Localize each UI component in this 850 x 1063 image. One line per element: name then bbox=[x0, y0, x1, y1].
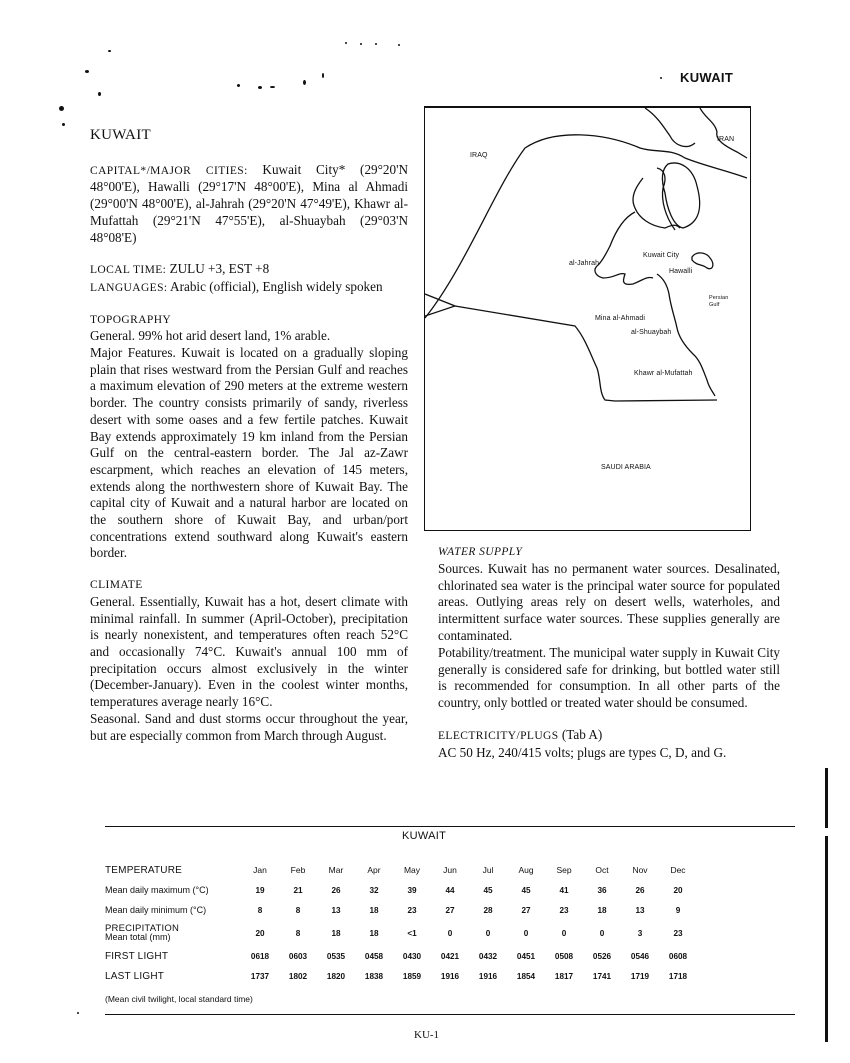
table-bottom-rule bbox=[105, 1014, 795, 1015]
map-label-hawalli: Hawalli bbox=[669, 268, 693, 275]
cell: 0618 bbox=[250, 951, 270, 961]
map-label-khawr-al-mufattah: Khawr al-Mufattah bbox=[634, 370, 693, 377]
cell: 0608 bbox=[668, 951, 688, 961]
electricity-heading-line bbox=[438, 727, 780, 745]
precipitation-sublabel: Mean total (mm) bbox=[105, 932, 171, 942]
climate-data-table bbox=[105, 860, 697, 986]
month-header: Jun bbox=[443, 865, 457, 875]
table-row-last-light bbox=[105, 966, 697, 986]
cell: 18 bbox=[369, 905, 379, 915]
precipitation-label bbox=[105, 920, 241, 946]
map-label-mina-al-ahmadi: Mina al-Ahmadi bbox=[595, 315, 646, 322]
capital-text: Kuwait City* (29°20'N 48°00'E), Hawalli (29°17'N 48°00'E), Mina al Ahmadi (29°00'N 48°00'E), al-Jahrah (29°20'N 47°49'E), Khawr al-Mufattah (29°21'N 47°55'E), al-Shuaybah (29°03'N 48°08'E) bbox=[90, 161, 408, 245]
map-label-al-shuaybah: al-Shuaybah bbox=[631, 329, 672, 336]
cell: 0421 bbox=[440, 951, 460, 961]
topography-major-features: Major Features. Kuwait is located on a gradually sloping plain that rises westward from the Persian Gulf and reaches a maximum elevation of 290 meters at the extreme western border. The country consists primarily of sandy, riverless desert with some oases and a few fertile patches. Kuwait Bay extends approximately 19 km inland from the Persian Gulf on the central-eastern border. The Jal az-Zawr escarpment, which reaches an elevation of 145 meters, extends along the northwestern shore of Kuwait Bay. The capital city of Kuwait and a natural harbor are located on the southern shore of Kuwait Bay, and urban/port concentrations extend southward along Kuwait's eastern border. bbox=[90, 345, 408, 561]
electricity-text: AC 50 Hz, 240/415 volts; plugs are types C, D, and G. bbox=[438, 744, 727, 760]
cell: 19 bbox=[255, 885, 265, 895]
cell: 20 bbox=[255, 928, 265, 938]
row-label: Mean daily maximum (°C) bbox=[105, 885, 209, 895]
precipitation-heading: PRECIPITATION bbox=[105, 923, 180, 934]
cell: 36 bbox=[597, 885, 607, 895]
right-margin-bar-lower bbox=[825, 836, 828, 1042]
cell: 28 bbox=[483, 905, 493, 915]
cell: 0535 bbox=[326, 951, 346, 961]
local-time-label: LOCAL TIME: bbox=[90, 264, 167, 277]
cell: 13 bbox=[331, 905, 341, 915]
row-label: FIRST LIGHT bbox=[105, 950, 169, 962]
month-header: Apr bbox=[367, 865, 381, 875]
cell: 0458 bbox=[364, 951, 384, 961]
map-label-persian-gulf: Persian Gulf bbox=[709, 295, 729, 308]
cell: 18 bbox=[331, 928, 341, 938]
table-row-precipitation bbox=[105, 920, 697, 946]
temperature-label: TEMPERATURE bbox=[105, 864, 183, 876]
cell: 9 bbox=[675, 905, 681, 915]
row-label: Mean daily minimum (°C) bbox=[105, 905, 207, 915]
cell: 26 bbox=[331, 885, 341, 895]
cell: 23 bbox=[673, 928, 683, 938]
cell: 18 bbox=[597, 905, 607, 915]
electricity-heading: ELECTRICITY/PLUGS bbox=[438, 729, 559, 742]
languages-label: LANGUAGES: bbox=[90, 281, 168, 294]
cell: 45 bbox=[483, 885, 493, 895]
month-header: May bbox=[403, 865, 421, 875]
cell: 0432 bbox=[478, 951, 498, 961]
cell: 0603 bbox=[288, 951, 308, 961]
cell: 41 bbox=[559, 885, 569, 895]
map-label-al-jahrah: al-Jahrah bbox=[569, 260, 600, 267]
topography-heading: TOPOGRAPHY bbox=[90, 313, 172, 326]
cell: 0 bbox=[599, 928, 605, 938]
cell: 0 bbox=[561, 928, 567, 938]
cell: 39 bbox=[407, 885, 417, 895]
cell: 8 bbox=[295, 905, 301, 915]
cell: 0546 bbox=[630, 951, 650, 961]
month-header: Jan bbox=[253, 865, 267, 875]
table-row-first-light bbox=[105, 946, 697, 966]
left-column bbox=[90, 127, 408, 744]
month-header: Mar bbox=[328, 865, 344, 875]
month-header: Nov bbox=[632, 865, 648, 875]
cell: 1741 bbox=[592, 971, 612, 981]
map-label-saudi-arabia: SAUDI ARABIA bbox=[601, 464, 651, 471]
climate-heading: CLIMATE bbox=[90, 579, 143, 592]
right-column bbox=[438, 544, 780, 762]
cell: 27 bbox=[521, 905, 531, 915]
cell: 1916 bbox=[440, 971, 460, 981]
cell: 0508 bbox=[554, 951, 574, 961]
cell: 0451 bbox=[516, 951, 536, 961]
cell: 20 bbox=[673, 885, 683, 895]
cell: 1838 bbox=[364, 971, 384, 981]
map-lines bbox=[425, 108, 750, 530]
month-header: Oct bbox=[595, 865, 609, 875]
languages bbox=[90, 279, 408, 297]
cell: 23 bbox=[407, 905, 417, 915]
month-header: Dec bbox=[670, 865, 686, 875]
languages-text: Arabic (official), English widely spoken bbox=[167, 278, 383, 294]
table-top-rule bbox=[105, 826, 795, 827]
table-footnote: (Mean civil twilight, local standard time) bbox=[105, 994, 253, 1004]
cell: <1 bbox=[407, 928, 417, 938]
table-title: KUWAIT bbox=[402, 830, 447, 842]
cell: 0430 bbox=[402, 951, 422, 961]
map-label-iraq: IRAQ bbox=[470, 152, 488, 159]
cell: 1718 bbox=[668, 971, 688, 981]
topography-general: General. 99% hot arid desert land, 1% arable. bbox=[90, 328, 331, 344]
page-number: KU-1 bbox=[414, 1029, 440, 1041]
cell: 1719 bbox=[630, 971, 650, 981]
cell: 1817 bbox=[554, 971, 574, 981]
month-header: Jul bbox=[482, 865, 494, 875]
capital-label: CAPITAL*/MAJOR CITIES: bbox=[90, 164, 248, 177]
cell: 0 bbox=[523, 928, 529, 938]
kuwait-map bbox=[424, 106, 751, 531]
capital-major-cities bbox=[90, 162, 408, 247]
cell: 3 bbox=[637, 928, 643, 938]
cell: 18 bbox=[369, 928, 379, 938]
table-header-row bbox=[105, 860, 697, 880]
local-time-text: ZULU +3, EST +8 bbox=[166, 261, 270, 277]
electricity-tab-ref: (Tab A) bbox=[558, 726, 603, 742]
cell: 44 bbox=[445, 885, 455, 895]
month-header: Aug bbox=[518, 865, 534, 875]
cell: 1737 bbox=[250, 971, 270, 981]
right-margin-bar bbox=[825, 768, 828, 828]
country-title: KUWAIT bbox=[90, 127, 151, 143]
cell: 26 bbox=[635, 885, 645, 895]
cell: 1859 bbox=[402, 971, 422, 981]
cell: 0526 bbox=[592, 951, 612, 961]
cell: 27 bbox=[445, 905, 455, 915]
month-header: Sep bbox=[556, 865, 572, 875]
water-supply-heading: WATER SUPPLY bbox=[438, 546, 523, 558]
climate-general: General. Essentially, Kuwait has a hot, desert climate with minimal rainfall. In summer (April-October), precipitation is nearly nonexistent, and temperatures often reach 52°C and occasionally 74°C. Kuwait's annual 100 mm of precipitation occurs almost exclusively in the winter (December-January). Even in the coolest winter months, temperatures average nearly 16°C. bbox=[90, 593, 408, 710]
cell: 1916 bbox=[478, 971, 498, 981]
climate-seasonal: Seasonal. Sand and dust storms occur throughout the year, but are especially common from March through August. bbox=[90, 710, 408, 743]
cell: 23 bbox=[559, 905, 569, 915]
month-header: Feb bbox=[290, 865, 306, 875]
row-label: LAST LIGHT bbox=[105, 970, 165, 982]
cell: 13 bbox=[635, 905, 645, 915]
cell: 32 bbox=[369, 885, 379, 895]
local-time bbox=[90, 261, 408, 279]
map-label-kuwait-city: Kuwait City bbox=[643, 252, 680, 259]
table-row-max-temp bbox=[105, 880, 697, 900]
running-head: KUWAIT bbox=[680, 70, 734, 85]
cell: 8 bbox=[295, 928, 301, 938]
cell: 1820 bbox=[326, 971, 346, 981]
cell: 0 bbox=[447, 928, 453, 938]
cell: 8 bbox=[257, 905, 263, 915]
cell: 0 bbox=[485, 928, 491, 938]
cell: 45 bbox=[521, 885, 531, 895]
water-sources: Sources. Kuwait has no permanent water sources. Desalinated, chlorinated sea water is the principal water source for populated areas. Outlying areas rely on desert wells, waterholes, and intermittent surface water sources. These supplies generally are contaminated. bbox=[438, 560, 780, 643]
cell: 21 bbox=[293, 885, 303, 895]
map-label-iran: IRAN bbox=[717, 136, 735, 143]
cell: 1802 bbox=[288, 971, 308, 981]
table-row-min-temp bbox=[105, 900, 697, 920]
water-potability: Potability/treatment. The municipal water supply in Kuwait City generally is considered safe for drinking, but bottled water still is recommended for consumption. In all other parts of the country, only bottled or treated water should be consumed. bbox=[438, 644, 780, 711]
cell: 1854 bbox=[516, 971, 536, 981]
